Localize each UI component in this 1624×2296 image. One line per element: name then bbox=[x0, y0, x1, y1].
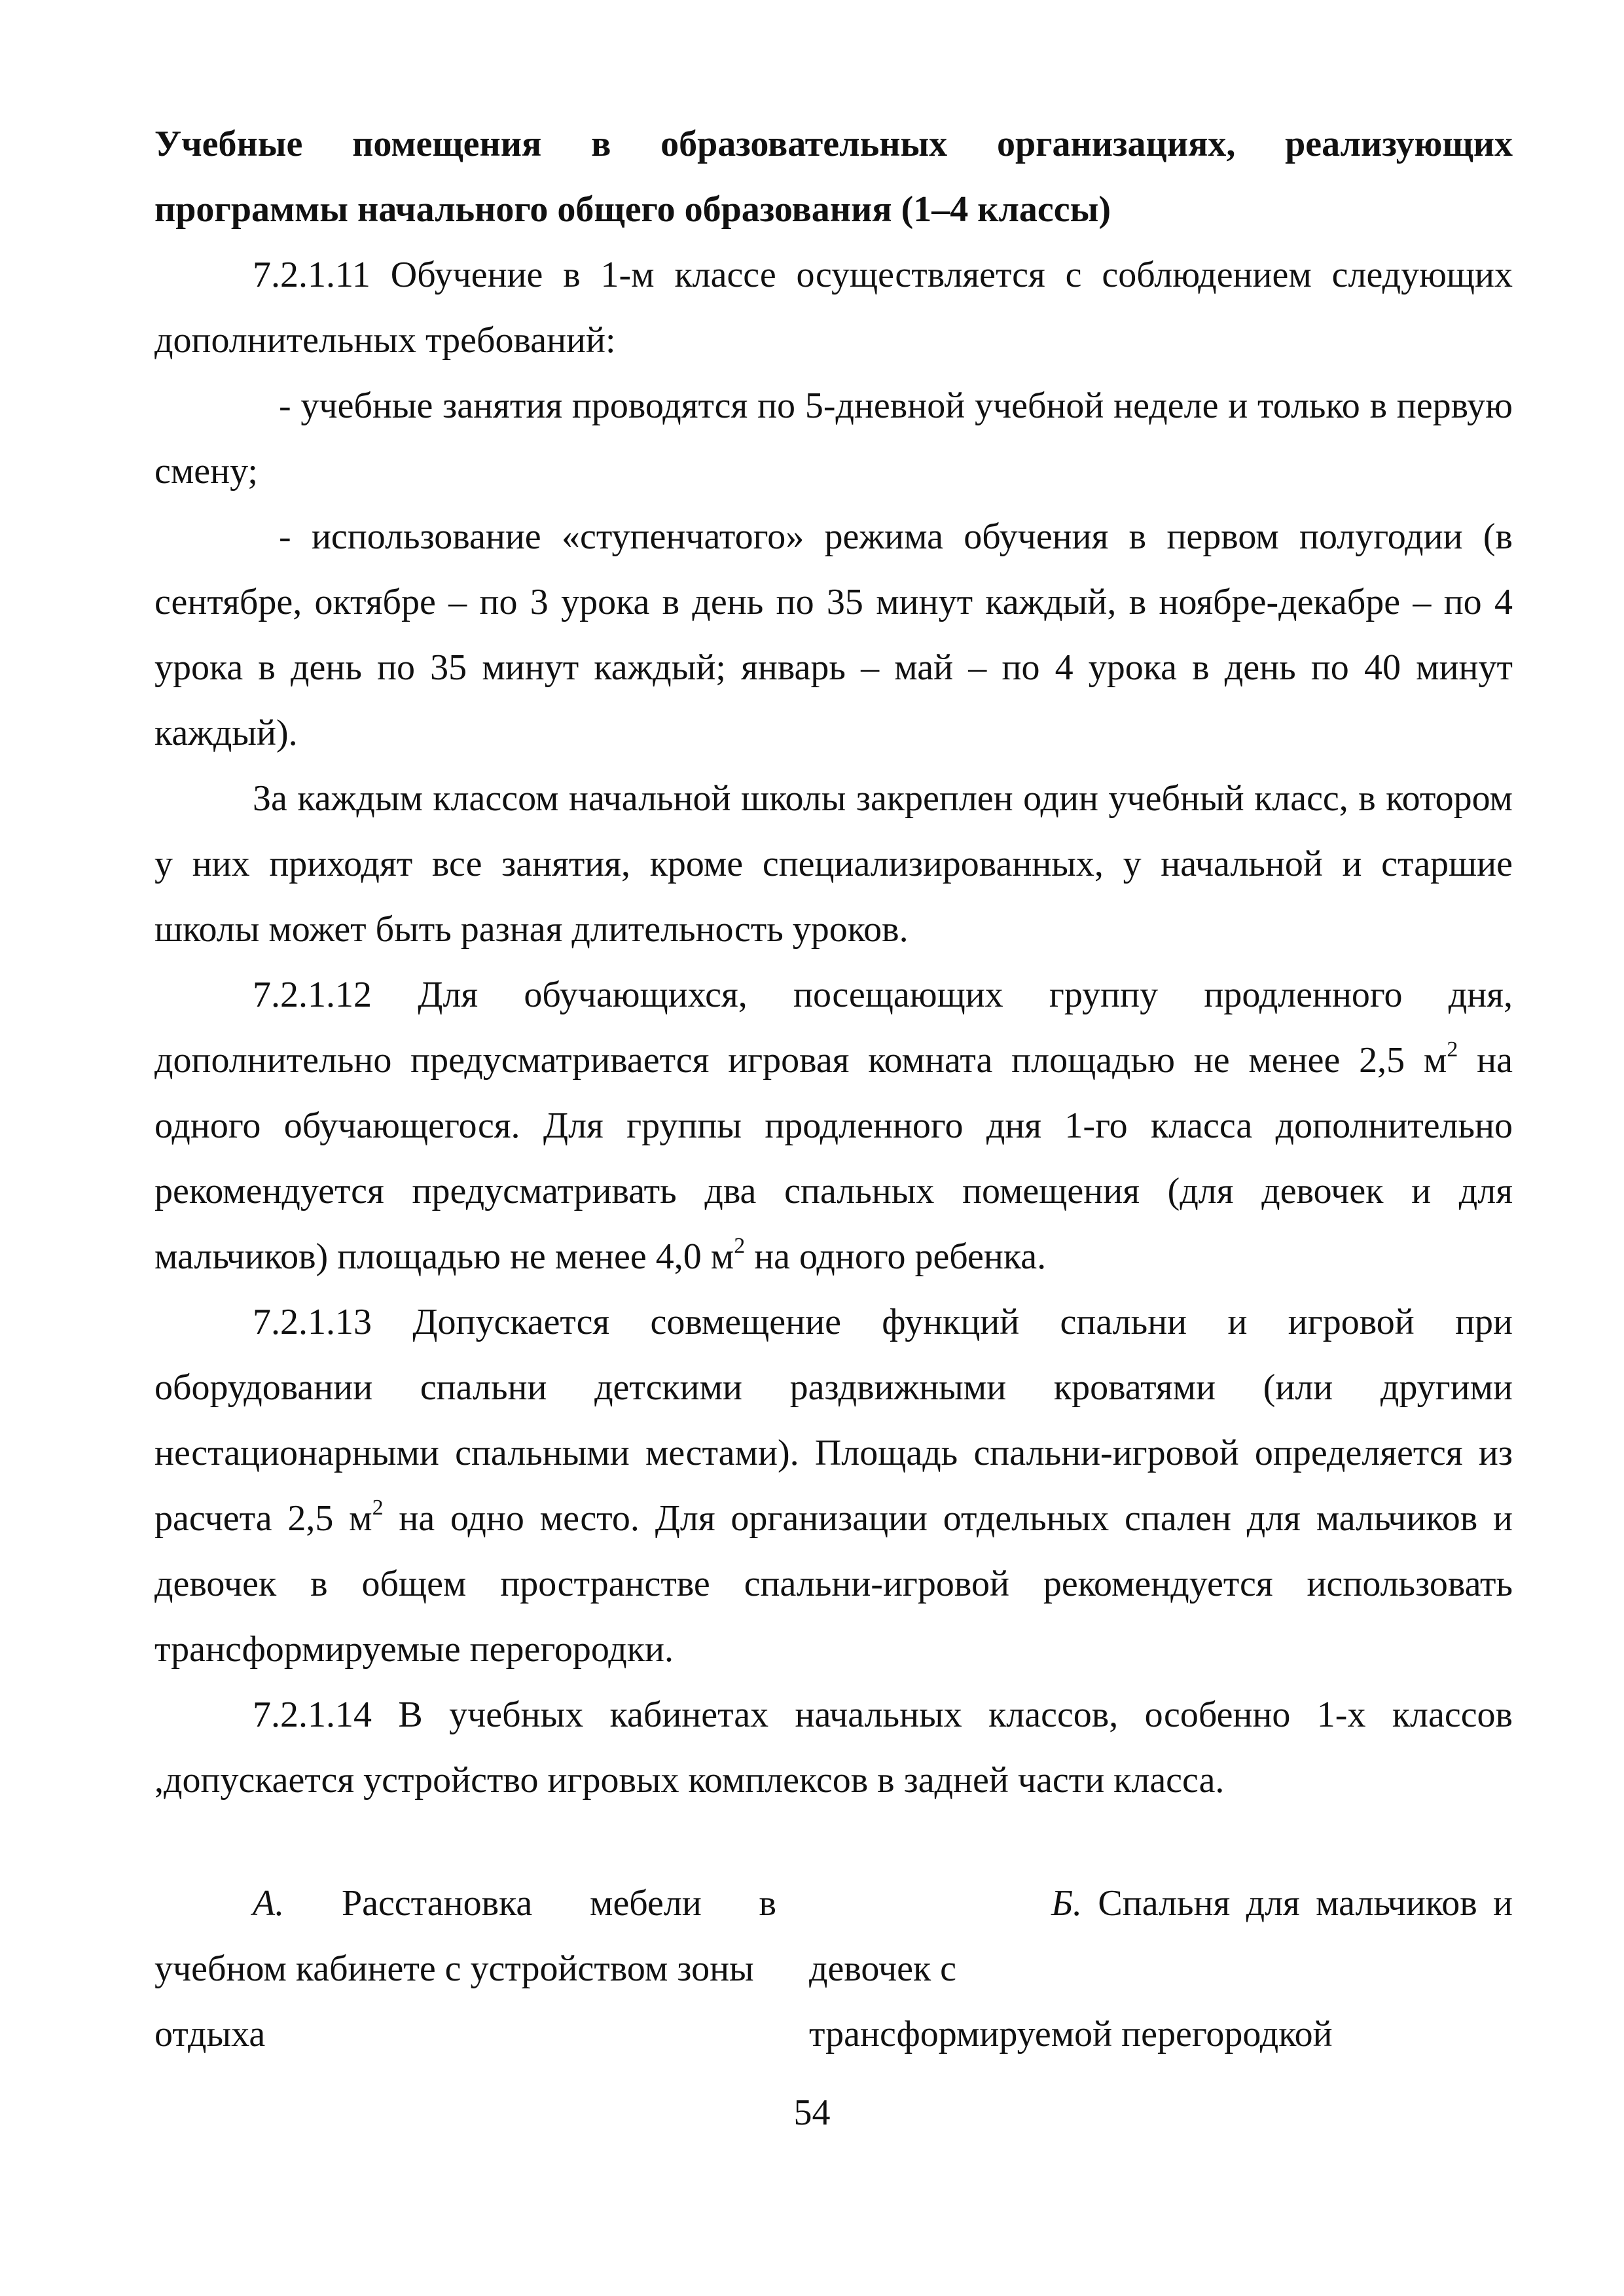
caption-a-line1 bbox=[154, 1871, 776, 1936]
figure-captions bbox=[154, 1871, 1513, 2080]
page-body bbox=[154, 111, 1513, 1813]
section-heading: Учебные помещения в образовательных организациях, реализующих программы начального общего образования (1–4 классы) bbox=[154, 124, 1513, 230]
page-number: 54 bbox=[793, 2092, 831, 2133]
paragraph-7-2-1-12-part2: на одного обучающегося. Для группы продленного дня 1-го класса дополнительно рекомендуется предусматривать два спальных помещения (для девочек и для мальчиков) площадью не менее 4,0 м bbox=[154, 1040, 1513, 1277]
caption-a-line1-text: Расстановка мебели в bbox=[284, 1883, 776, 1924]
caption-b-line1 bbox=[809, 1871, 1513, 2001]
paragraph-7-2-1-14: 7.2.1.14 В учебных кабинетах начальных классов, особенно 1-х классов ,допускается устройство игровых комплексов в задней части класса. bbox=[154, 1695, 1513, 1801]
superscript-square: 2 bbox=[1447, 1037, 1458, 1062]
paragraph-7-2-1-11: 7.2.1.11 Обучение в 1-м классе осуществляется с соблюдением следующих дополнительных требований: bbox=[154, 255, 1513, 361]
caption-b bbox=[809, 1871, 1513, 2067]
caption-b-line2: трансформируемой перегородкой bbox=[809, 2014, 1333, 2054]
paragraph-7-2-1-12 bbox=[154, 962, 1513, 1289]
superscript-square: 2 bbox=[372, 1496, 384, 1520]
caption-b-line1-text: Спальня для мальчиков и девочек с bbox=[809, 1883, 1513, 1989]
caption-b-label: Б. bbox=[1051, 1883, 1083, 1924]
list-item-stepped-mode: - использование «ступенчатого» режима обучения в первом полугодии (в сентябре, октябре – по 3 урока в день по 35 минут каждый, в ноябре-декабре – по 4 урока в день по 35 минут каждый; январь – май – по 4 урока в день по 40 минут каждый). bbox=[154, 516, 1513, 753]
paragraph-7-2-1-13-part1: 7.2.1.13 Допускается совмещение функций спальни и игровой при оборудовании спальни детскими раздвижными кроватями (или другими нестационарными спальными местами). Площадь спальни-игровой определяется из расчета 2,5 м bbox=[154, 1302, 1513, 1539]
superscript-square: 2 bbox=[734, 1234, 746, 1258]
paragraph-7-2-1-13 bbox=[154, 1289, 1513, 1682]
list-item-lessons-schedule: - учебные занятия проводятся по 5-дневной учебной неделе и только в первую смену; bbox=[154, 386, 1513, 492]
paragraph-7-2-1-12-part3: на одного ребенка. bbox=[745, 1236, 1047, 1277]
caption-a-line2: учебном кабинете с устройством зоны bbox=[154, 1948, 754, 1989]
caption-a-label: А. bbox=[253, 1883, 285, 1924]
caption-a bbox=[154, 1871, 776, 2067]
paragraph-classroom-assignment: За каждым классом начальной школы закреплен один учебный класс, в котором у них приходят все занятия, кроме специализированных, у начальной и старшие школы может быть разная длительность уроков. bbox=[154, 778, 1513, 950]
paragraph-7-2-1-12-part1: 7.2.1.12 Для обучающихся, посещающих группу продленного дня, дополнительно предусматривается игровая комната площадью не менее 2,5 м bbox=[154, 975, 1513, 1081]
caption-a-line3: отдыха bbox=[154, 2014, 266, 2054]
paragraph-7-2-1-13-part2: на одно место. Для организации отдельных спален для мальчиков и девочек в общем пространстве спальни-игровой рекомендуется использовать трансформируемые перегородки. bbox=[154, 1498, 1513, 1670]
